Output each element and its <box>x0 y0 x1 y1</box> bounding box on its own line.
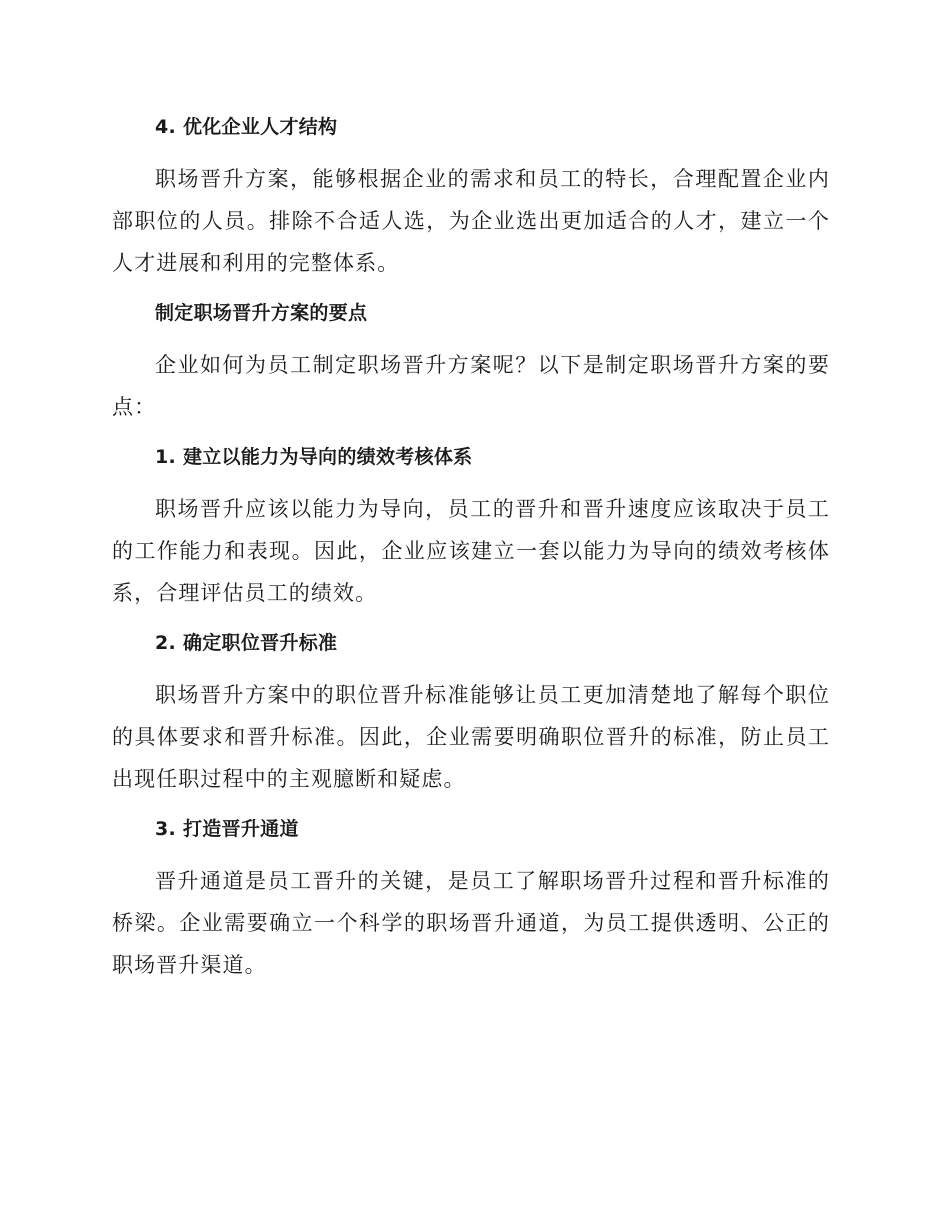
section-paragraph-performance-system: 职场晋升应该以能力为导向，员工的晋升和晋升速度应该取决于员工的工作能力和表现。因此，企业应该建立一套以能力为导向的绩效考核体系，合理评估员工的绩效。 <box>112 497 830 605</box>
document-page <box>112 108 830 986</box>
section-heading-key-points: 制定职场晋升方案的要点 <box>155 302 368 324</box>
section-paragraph-promotion-standards: 职场晋升方案中的职位晋升标准能够让员工更加清楚地了解每个职位的具体要求和晋升标准。因此，企业需要明确职位晋升的标准，防止员工出现任职过程中的主观臆断和疑虑。 <box>112 683 830 791</box>
section-heading-promotion-standards: 2. 确定职位晋升标准 <box>155 632 338 654</box>
section-heading-promotion-channel: 3. 打造晋升通道 <box>155 818 299 840</box>
section-heading-optimize-talent: 4. 优化企业人才结构 <box>155 116 338 138</box>
section-paragraph-optimize-talent: 职场晋升方案，能够根据企业的需求和员工的特长，合理配置企业内部职位的人员。排除不合适人选，为企业选出更加适合的人才，建立一个人才进展和利用的完整体系。 <box>112 167 830 275</box>
section-paragraph-promotion-channel: 晋升通道是员工晋升的关键，是员工了解职场晋升过程和晋升标准的桥梁。企业需要确立一个科学的职场晋升通道，为员工提供透明、公正的职场晋升渠道。 <box>112 869 830 977</box>
section-heading-performance-system: 1. 建立以能力为导向的绩效考核体系 <box>155 446 473 468</box>
section-paragraph-key-points: 企业如何为员工制定职场晋升方案呢？以下是制定职场晋升方案的要点： <box>112 353 830 419</box>
